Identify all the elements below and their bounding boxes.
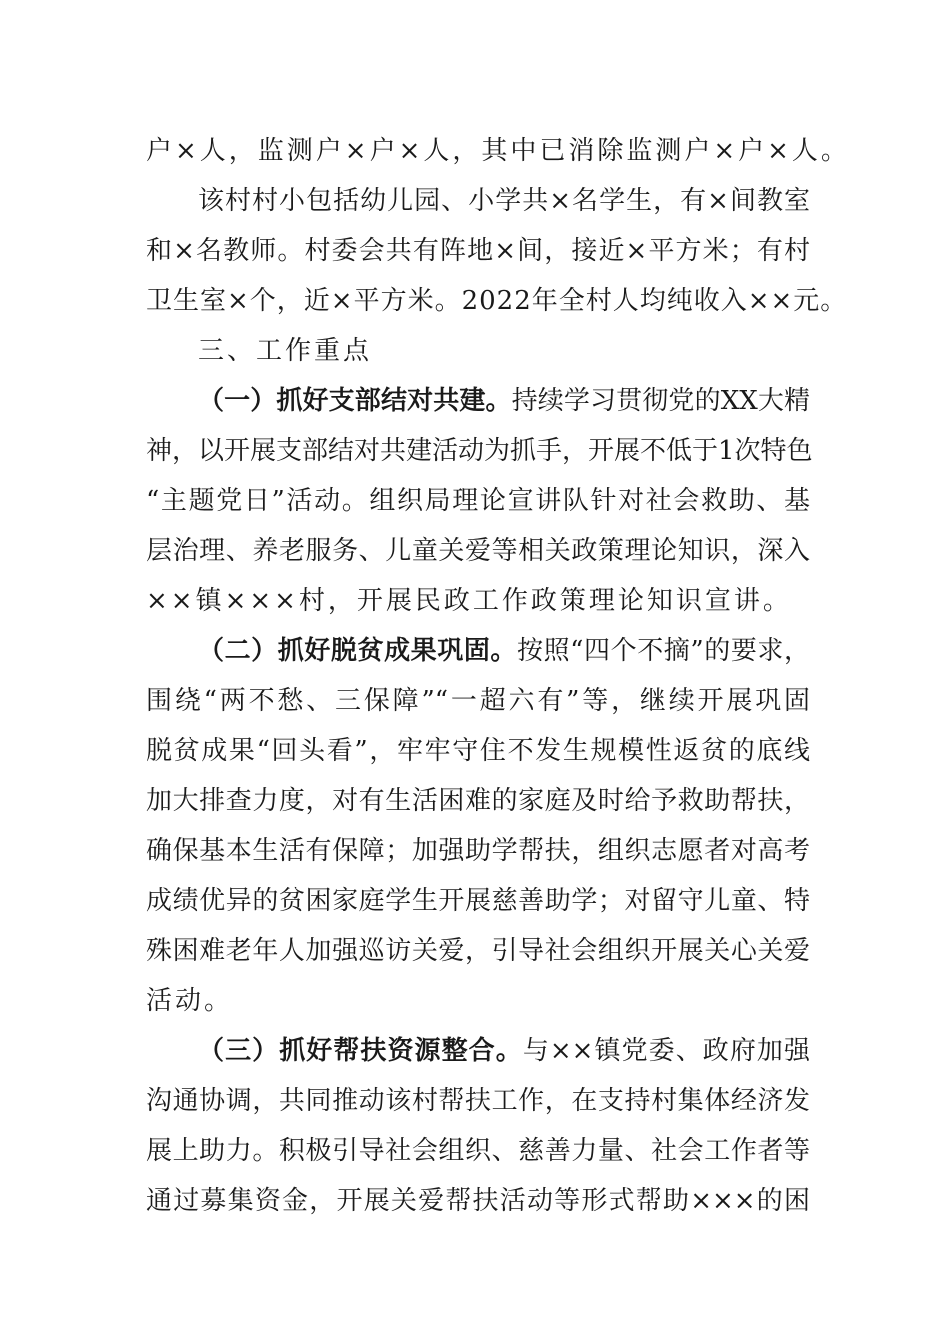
paragraph-line: 层治理、养老服务、儿童关爱等相关政策理论知识，深入 <box>146 536 810 566</box>
paragraph-line: 卫生室×个，近×平方米。2022年全村人均纯收入××元。 <box>146 286 848 316</box>
paragraph-line: 确保基本生活有保障；加强助学帮扶，组织志愿者对高考 <box>146 836 810 866</box>
paragraph-line: 活动。 <box>146 986 234 1016</box>
paragraph-line: 展上助力。积极引导社会组织、慈善力量、社会工作者等 <box>146 1136 810 1166</box>
paragraph-line: 该村村小包括幼儿园、小学共×名学生，有×间教室 <box>198 186 810 216</box>
paragraph-line: 通过募集资金，开展关爱帮扶活动等形式帮助×××的困 <box>146 1186 810 1216</box>
paragraph-line: 神，以开展支部结对共建活动为抓手，开展不低于1次特色 <box>146 436 813 466</box>
paragraph-line: ××镇×××村，开展民政工作政策理论知识宣讲。 <box>146 586 792 616</box>
section-heading: 三、工作重点 <box>198 336 373 366</box>
paragraph-line: 户×人，监测户×户×人，其中已消除监测户×户×人。 <box>146 136 850 166</box>
subsection-heading: （三）抓好帮扶资源整合。 <box>198 1036 523 1066</box>
paragraph-line: 沟通协调，共同推动该村帮扶工作，在支持村集体经济发 <box>146 1086 810 1116</box>
paragraph-text: 按照“四个不摘”的要求， <box>517 636 810 666</box>
paragraph-line: 和×名教师。村委会共有阵地×间，接近×平方米；有村 <box>146 236 810 266</box>
paragraph-text: 与××镇党委、政府加强 <box>522 1036 810 1066</box>
paragraph-text: 持续学习贯彻党的XX大精 <box>511 386 810 416</box>
subsection-line <box>198 634 810 668</box>
paragraph-line: 加大排查力度，对有生活困难的家庭及时给予救助帮扶， <box>146 786 810 816</box>
subsection-heading: （二）抓好脱贫成果巩固。 <box>198 636 517 666</box>
subsection-line <box>198 384 810 418</box>
paragraph-line: 成绩优异的贫困家庭学生开展慈善助学；对留守儿童、特 <box>146 886 810 916</box>
paragraph-line: “主题党日”活动。组织局理论宣讲队针对社会救助、基 <box>146 486 810 516</box>
paragraph-line: 殊困难老年人加强巡访关爱，引导社会组织开展关心关爱 <box>146 936 810 966</box>
paragraph-line: 围绕“两不愁、三保障”“一超六有”等，继续开展巩固 <box>146 686 810 716</box>
subsection-heading: （一）抓好支部结对共建。 <box>198 386 512 416</box>
paragraph-line: 脱贫成果“回头看”，牢牢守住不发生规模性返贫的底线 <box>146 736 810 766</box>
subsection-line <box>198 1034 810 1068</box>
